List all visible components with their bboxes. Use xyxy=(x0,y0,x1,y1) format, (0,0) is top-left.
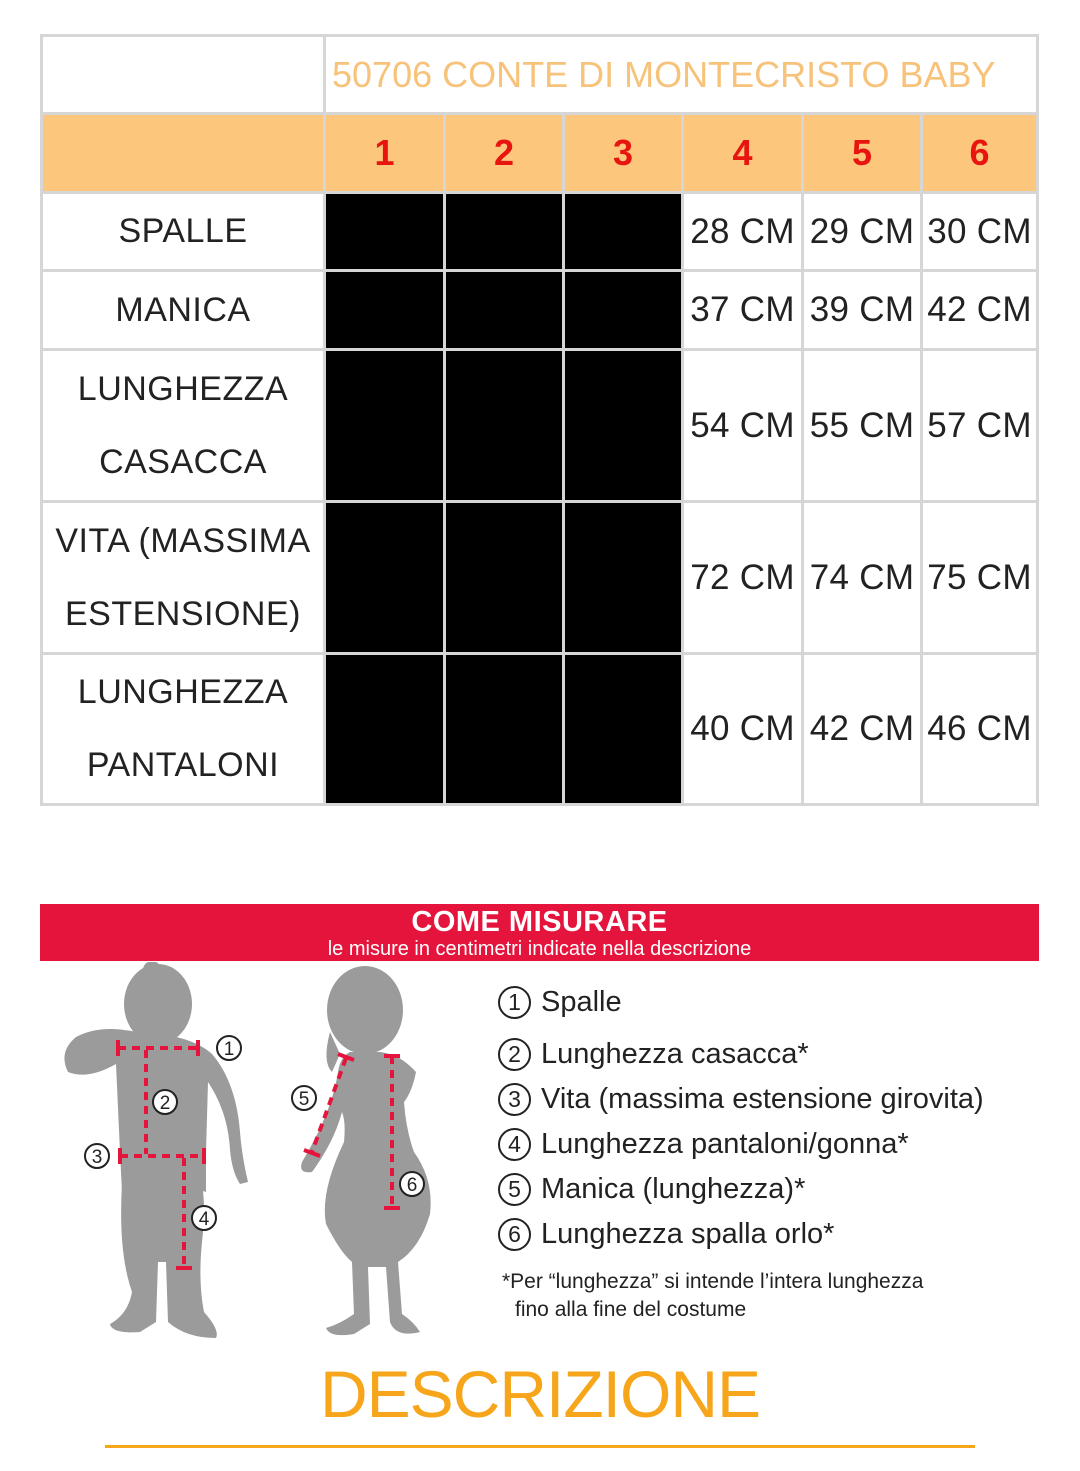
size-header: 1 xyxy=(326,115,446,194)
legend-number-icon: 5 xyxy=(498,1173,531,1206)
table-row xyxy=(43,351,1039,503)
size-value: 72 CM xyxy=(684,503,804,655)
unavailable-cell xyxy=(565,194,684,272)
marker-2-icon xyxy=(153,1090,177,1114)
size-value: 54 CM xyxy=(684,351,804,503)
unavailable-cell xyxy=(565,655,684,806)
measurement-figures xyxy=(40,962,480,1352)
legend-number-icon: 3 xyxy=(498,1083,531,1116)
legend-label: Spalle xyxy=(541,986,622,1018)
marker-3-icon xyxy=(85,1144,109,1168)
description-heading: DESCRIZIONE xyxy=(319,1357,761,1431)
size-value: 39 CM xyxy=(804,272,923,351)
row-label: VITA (MASSIMA ESTENSIONE) xyxy=(43,503,326,655)
how-to-measure-banner xyxy=(40,904,1039,961)
size-value: 75 CM xyxy=(923,503,1039,655)
row-label: LUNGHEZZA CASACCA xyxy=(43,351,326,503)
how-to-measure-title: COME MISURARE xyxy=(411,906,668,938)
unavailable-cell xyxy=(326,655,446,806)
legend-label: Lunghezza pantaloni/gonna* xyxy=(541,1128,909,1160)
unavailable-cell xyxy=(326,194,446,272)
size-value: 55 CM xyxy=(804,351,923,503)
size-value: 29 CM xyxy=(804,194,923,272)
legend-label: Manica (lunghezza)* xyxy=(541,1173,806,1205)
size-value: 74 CM xyxy=(804,503,923,655)
svg-text:2: 2 xyxy=(159,1093,171,1114)
legend-item xyxy=(498,1032,1058,1077)
size-value: 40 CM xyxy=(684,655,804,806)
unavailable-cell xyxy=(565,272,684,351)
table-title: 50706 CONTE DI MONTECRISTO BABY xyxy=(326,37,1039,115)
measurement-legend xyxy=(498,980,1058,1257)
unavailable-cell xyxy=(446,194,565,272)
size-header: 5 xyxy=(804,115,923,194)
size-value: 42 CM xyxy=(804,655,923,806)
table-corner-cell xyxy=(43,37,326,115)
girl-silhouette-icon xyxy=(298,966,431,1335)
unavailable-cell xyxy=(565,351,684,503)
unavailable-cell xyxy=(326,351,446,503)
row-label: LUNGHEZZA PANTALONI xyxy=(43,655,326,806)
table-row xyxy=(43,194,1039,272)
legend-label: Vita (massima estensione girovita) xyxy=(541,1083,984,1115)
svg-text:5: 5 xyxy=(298,1089,310,1110)
legend-footnote xyxy=(502,1268,1062,1324)
size-table xyxy=(40,34,1039,806)
svg-text:3: 3 xyxy=(91,1147,103,1168)
marker-4-icon xyxy=(192,1206,216,1230)
legend-item xyxy=(498,1167,1058,1212)
legend-item xyxy=(498,1122,1058,1167)
size-value: 57 CM xyxy=(923,351,1039,503)
legend-number-icon: 6 xyxy=(498,1218,531,1251)
marker-6-icon xyxy=(400,1172,424,1196)
description-divider xyxy=(105,1445,975,1448)
svg-text:6: 6 xyxy=(406,1175,418,1196)
legend-label: Lunghezza spalla orlo* xyxy=(541,1218,835,1250)
size-header: 4 xyxy=(684,115,804,194)
footnote-line: fino alla fine del costume xyxy=(515,1298,747,1321)
marker-5-icon xyxy=(292,1086,316,1110)
legend-label: Lunghezza casacca* xyxy=(541,1038,809,1070)
size-header: 3 xyxy=(565,115,684,194)
how-to-measure-subtitle: le misure in centimetri indicate nella descrizione xyxy=(327,938,752,960)
table-row xyxy=(43,272,1039,351)
legend-number-icon: 1 xyxy=(498,986,531,1019)
svg-text:1: 1 xyxy=(223,1039,235,1060)
footnote-line: *Per “lunghezza” si intende l’intera lunghezza xyxy=(502,1270,924,1293)
size-value: 37 CM xyxy=(684,272,804,351)
legend-number-icon: 4 xyxy=(498,1128,531,1161)
row-label: MANICA xyxy=(43,272,326,351)
svg-text:4: 4 xyxy=(198,1209,210,1230)
marker-1-icon xyxy=(217,1036,241,1060)
legend-item xyxy=(498,980,1058,1025)
unavailable-cell xyxy=(446,351,565,503)
table-row xyxy=(43,655,1039,806)
unavailable-cell xyxy=(446,272,565,351)
size-value: 46 CM xyxy=(923,655,1039,806)
legend-item xyxy=(498,1212,1058,1257)
table-row xyxy=(43,503,1039,655)
size-header: 2 xyxy=(446,115,565,194)
unavailable-cell xyxy=(326,272,446,351)
unavailable-cell xyxy=(446,655,565,806)
unavailable-cell xyxy=(565,503,684,655)
unavailable-cell xyxy=(446,503,565,655)
size-value: 30 CM xyxy=(923,194,1039,272)
header-empty-cell xyxy=(43,115,326,194)
unavailable-cell xyxy=(326,503,446,655)
legend-number-icon: 2 xyxy=(498,1038,531,1071)
size-value: 42 CM xyxy=(923,272,1039,351)
size-header: 6 xyxy=(923,115,1039,194)
row-label: SPALLE xyxy=(43,194,326,272)
legend-item xyxy=(498,1077,1058,1122)
size-value: 28 CM xyxy=(684,194,804,272)
